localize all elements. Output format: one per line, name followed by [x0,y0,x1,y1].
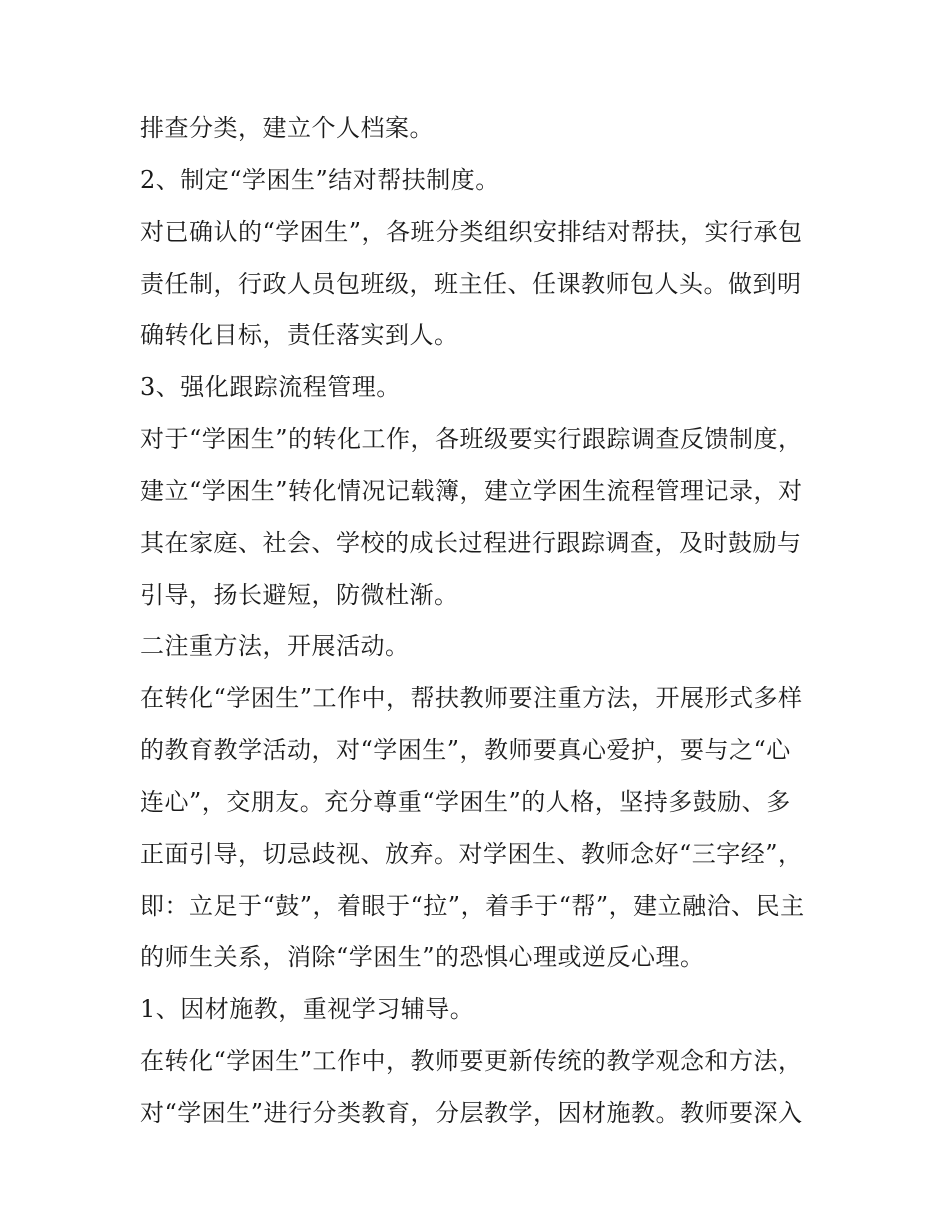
text-line: 确转化目标，责任落实到人。 [140,321,459,349]
text-line: 对已确认的“学困生”，各班分类组织安排结对帮扶，实行承包 [140,218,803,246]
text-line: 对于“学困生”的转化工作，各班级要实行跟踪调查反馈制度， [140,425,803,453]
text-line: 责任制，行政人员包班级，班主任、任课教师包人头。做到明 [140,270,802,298]
text-line: 建立“学困生”转化情况记载簿，建立学困生流程管理记录，对 [140,477,803,505]
text-line: 的教育教学活动，对“学困生”，教师要真心爱护，要与之“心 [140,736,791,764]
text-line: 连心”，交朋友。充分尊重“学困生”的人格，坚持多鼓励、多 [140,788,791,816]
text-line: 即：立足于“鼓”，着眼于“拉”，着手于“帮”，建立融洽、民主 [140,892,805,920]
section-heading: 1、因材施教，重视学习辅导。 [140,995,475,1023]
text-line: 引导，扬长避短，防微杜渐。 [140,581,459,609]
text-line: 的师生关系，消除“学困生”的恐惧心理或逆反心理。 [140,943,705,971]
text-line: 对“学困生”进行分类教育，分层教学，因材施教。教师要深入 [140,1099,803,1127]
text-line: 在转化“学困生”工作中，帮扶教师要注重方法，开展形式多样 [140,684,803,712]
section-heading: 二注重方法，开展活动。 [140,632,410,660]
text-line: 正面引导，切忌歧视、放弃。对学困生、教师念好“三字经”， [140,840,803,868]
section-heading: 3、强化跟踪流程管理。 [140,373,401,401]
section-heading: 2、制定“学困生”结对帮扶制度。 [140,166,500,194]
text-line: 排查分类，建立个人档案。 [140,114,434,142]
text-line: 在转化“学困生”工作中，教师要更新传统的教学观念和方法， [140,1047,803,1075]
text-line: 其在家庭、社会、学校的成长过程进行跟踪调查，及时鼓励与 [140,529,802,557]
